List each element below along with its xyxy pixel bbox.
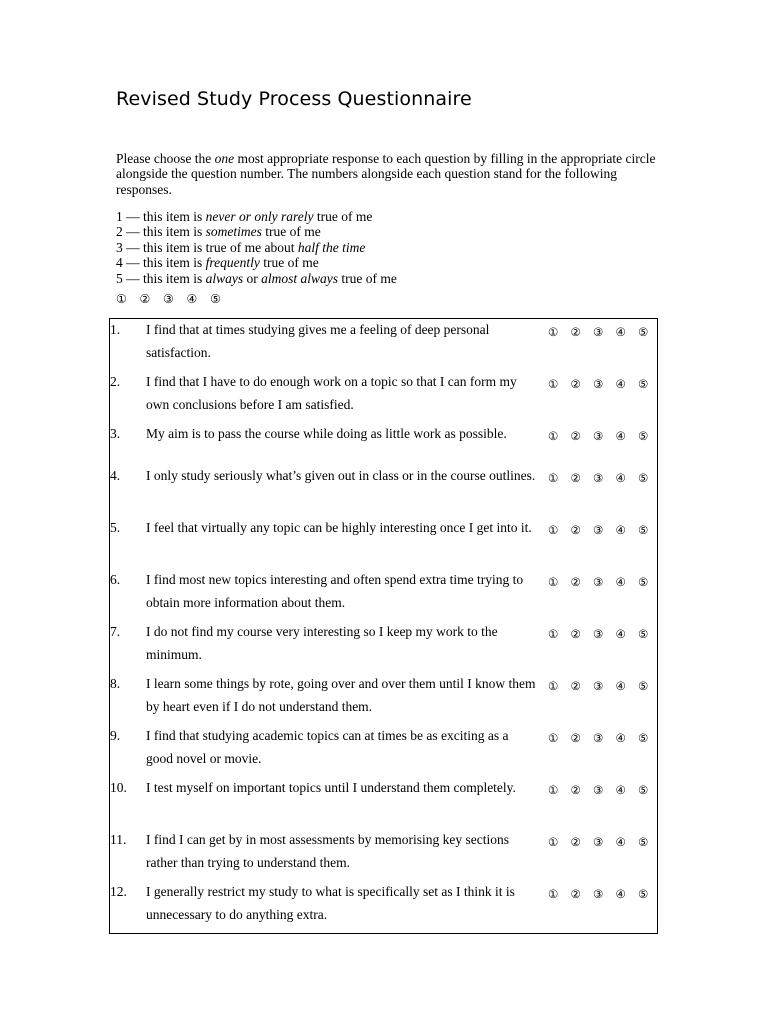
option-2-circle: ② — [139, 292, 151, 306]
response-options — [548, 623, 661, 646]
response-option-1-radio[interactable]: ① — [548, 783, 559, 797]
question-text: I only study seriously what’s given out in class or in the course outlines. — [146, 468, 536, 483]
response-option-2-radio[interactable]: ② — [570, 575, 581, 589]
question-number: 11. — [110, 832, 127, 847]
questions-table — [109, 318, 658, 934]
question-text: My aim is to pass the course while doing as little work as possible. — [146, 426, 507, 441]
question-text: I find that I have to do enough work on a topic so that I can form my own conclusions before I am satisfied. — [146, 374, 517, 412]
response-option-4-radio[interactable]: ④ — [615, 471, 626, 485]
response-option-3-radio[interactable]: ③ — [593, 523, 604, 537]
response-options — [548, 425, 661, 448]
response-option-1-radio[interactable]: ① — [548, 429, 559, 443]
response-option-1-radio[interactable]: ① — [548, 835, 559, 849]
instructions-text: Please choose the — [116, 151, 215, 166]
response-option-1-radio[interactable]: ① — [548, 523, 559, 537]
response-option-2-radio[interactable]: ② — [570, 429, 581, 443]
response-option-3-radio[interactable]: ③ — [593, 679, 604, 693]
response-option-3-radio[interactable]: ③ — [593, 783, 604, 797]
question-number: 10. — [110, 780, 127, 795]
response-option-4-radio[interactable]: ④ — [615, 627, 626, 641]
response-option-2-radio[interactable]: ② — [570, 325, 581, 339]
response-option-2-radio[interactable]: ② — [570, 679, 581, 693]
option-legend — [116, 292, 234, 306]
question-number: 1. — [110, 322, 121, 337]
question-text: I test myself on important topics until I understand them completely. — [146, 780, 516, 795]
response-options — [548, 675, 661, 698]
response-option-4-radio[interactable]: ④ — [615, 887, 626, 901]
response-option-1-radio[interactable]: ① — [548, 731, 559, 745]
option-1-circle: ① — [116, 292, 127, 306]
question-number: 6. — [110, 572, 121, 587]
response-option-4-radio[interactable]: ④ — [615, 377, 626, 391]
response-option-1-radio[interactable]: ① — [548, 377, 559, 391]
question-text: I do not find my course very interesting so I keep my work to the minimum. — [146, 624, 498, 662]
response-options — [548, 883, 661, 906]
response-options — [548, 467, 661, 490]
question-text: I feel that virtually any topic can be highly interesting once I get into it. — [146, 520, 532, 535]
response-option-3-radio[interactable]: ③ — [593, 325, 604, 339]
response-option-3-radio[interactable]: ③ — [593, 731, 604, 745]
response-option-1-radio[interactable]: ① — [548, 325, 559, 339]
response-option-5-radio[interactable]: ⑤ — [638, 835, 649, 849]
response-option-4-radio[interactable]: ④ — [615, 575, 626, 589]
question-text: I find that at times studying gives me a feeling of deep personal satisfaction. — [146, 322, 490, 360]
question-text: I find most new topics interesting and often spend extra time trying to obtain more information about them. — [146, 572, 524, 610]
response-option-4-radio[interactable]: ④ — [615, 429, 626, 443]
response-option-5-radio[interactable]: ⑤ — [638, 523, 649, 537]
response-option-5-radio[interactable]: ⑤ — [638, 679, 649, 693]
response-option-2-radio[interactable]: ② — [570, 523, 581, 537]
response-option-3-radio[interactable]: ③ — [593, 471, 604, 485]
response-option-1-radio[interactable]: ① — [548, 471, 559, 485]
response-option-1-radio[interactable]: ① — [548, 627, 559, 641]
option-4-circle: ④ — [186, 292, 198, 306]
response-option-2-radio[interactable]: ② — [570, 377, 581, 391]
response-scale — [116, 209, 397, 286]
response-option-5-radio[interactable]: ⑤ — [638, 887, 649, 901]
response-option-4-radio[interactable]: ④ — [615, 523, 626, 537]
response-option-5-radio[interactable]: ⑤ — [638, 429, 649, 443]
response-option-5-radio[interactable]: ⑤ — [638, 325, 649, 339]
response-options — [548, 571, 661, 594]
instructions-text: most appropriate response to each question by filling in the appropriate circle alongside the question number. The numbers alongside each question stand for the following responses. — [116, 151, 656, 197]
response-option-4-radio[interactable]: ④ — [615, 783, 626, 797]
response-option-5-radio[interactable]: ⑤ — [638, 471, 649, 485]
response-option-2-radio[interactable]: ② — [570, 627, 581, 641]
question-number: 12. — [110, 884, 127, 899]
question-number: 7. — [110, 624, 121, 639]
scale-item-5: 5 — this item is always or almost always true of me — [116, 270, 397, 286]
response-option-2-radio[interactable]: ② — [570, 835, 581, 849]
response-option-5-radio[interactable]: ⑤ — [638, 627, 649, 641]
response-option-3-radio[interactable]: ③ — [593, 627, 604, 641]
instructions-emphasis: one — [214, 151, 235, 166]
option-5-circle: ⑤ — [210, 292, 221, 306]
response-options — [548, 373, 661, 396]
response-option-1-radio[interactable]: ① — [548, 575, 559, 589]
response-option-2-radio[interactable]: ② — [570, 471, 581, 485]
response-option-5-radio[interactable]: ⑤ — [638, 377, 649, 391]
scale-item-4: 4 — this item is frequently true of me — [116, 255, 319, 271]
response-option-2-radio[interactable]: ② — [570, 887, 581, 901]
scale-item-2: 2 — this item is sometimes true of me — [116, 224, 321, 240]
response-option-4-radio[interactable]: ④ — [615, 325, 626, 339]
option-3-circle: ③ — [163, 292, 174, 306]
response-option-3-radio[interactable]: ③ — [593, 377, 604, 391]
question-text: I find that studying academic topics can at times be as exciting as a good novel or movie. — [146, 728, 509, 766]
question-text: I learn some things by rote, going over and over them until I know them by heart even if I do not understand them. — [146, 676, 536, 714]
response-option-5-radio[interactable]: ⑤ — [638, 575, 649, 589]
question-number: 2. — [110, 374, 121, 389]
response-options — [548, 321, 661, 344]
response-option-2-radio[interactable]: ② — [570, 783, 581, 797]
response-option-4-radio[interactable]: ④ — [615, 731, 626, 745]
page-title: Revised Study Process Questionnaire — [116, 88, 472, 110]
response-option-5-radio[interactable]: ⑤ — [638, 783, 649, 797]
response-options — [548, 779, 661, 802]
response-option-5-radio[interactable]: ⑤ — [638, 731, 649, 745]
response-options — [548, 831, 661, 854]
response-option-3-radio[interactable]: ③ — [593, 835, 604, 849]
question-number: 4. — [110, 468, 121, 483]
question-number: 9. — [110, 728, 121, 743]
instructions — [116, 151, 656, 197]
response-options — [548, 727, 661, 750]
question-number: 8. — [110, 676, 121, 691]
question-number: 5. — [110, 520, 121, 535]
response-option-1-radio[interactable]: ① — [548, 887, 559, 901]
question-text: I generally restrict my study to what is specifically set as I think it is unnecessary to do anything extra. — [146, 884, 515, 922]
response-option-2-radio[interactable]: ② — [570, 731, 581, 745]
response-option-4-radio[interactable]: ④ — [615, 679, 626, 693]
response-option-3-radio[interactable]: ③ — [593, 887, 604, 901]
response-option-4-radio[interactable]: ④ — [615, 835, 626, 849]
question-text: I find I can get by in most assessments by memorising key sections rather than trying to understand them. — [146, 832, 509, 870]
scale-item-3: 3 — this item is true of me about half the time — [116, 239, 366, 255]
question-number: 3. — [110, 426, 121, 441]
response-option-3-radio[interactable]: ③ — [593, 575, 604, 589]
scale-item-1: 1 — this item is never or only rarely true of me — [116, 209, 373, 224]
response-option-1-radio[interactable]: ① — [548, 679, 559, 693]
response-option-3-radio[interactable]: ③ — [593, 429, 604, 443]
response-options — [548, 519, 661, 542]
